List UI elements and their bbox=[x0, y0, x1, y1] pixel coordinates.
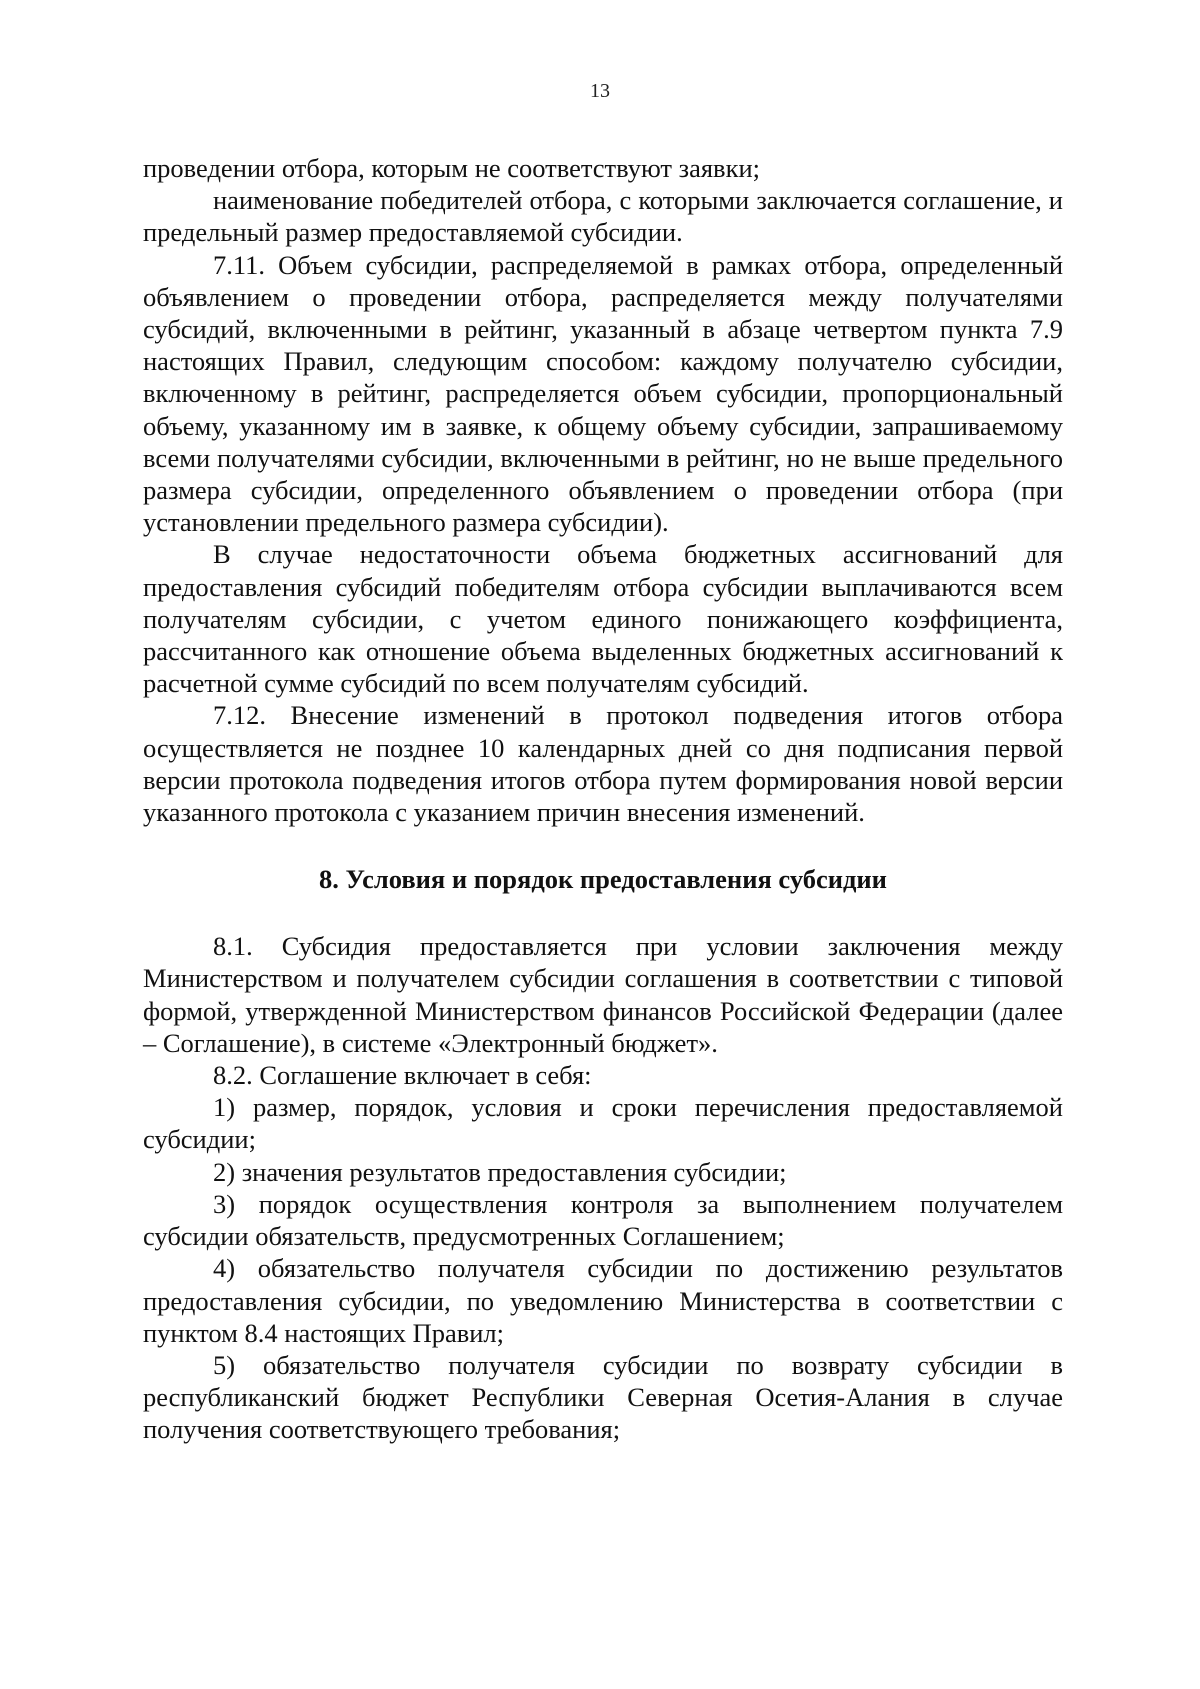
section-8 bbox=[143, 930, 1063, 1445]
section-7-continuation bbox=[143, 152, 1063, 828]
paragraph: наименование победителей отбора, с которыми заключается соглашение, и предельный размер предоставляемой субсидии. bbox=[143, 185, 1063, 248]
paragraph: 7.11. Объем субсидии, распределяемой в рамках отбора, определенный объявлением о проведении отбора, распределяется между получателями субсидий, включенными в рейтинг, указанный в абзаце четвертом пункта 7.9 настоящих Правил, следующим способом: каждому получателю субсидии, включенному в рейтинг, распределяется объем субсидии, пропорциональный объему, указанному им в заявке, к общему объему субсидии, запрашиваемому всеми получателями субсидии, включенными в рейтинг, но не выше предельного размера субсидии, определенного объявлением о проведении отбора (при установлении предельного размера субсидии). bbox=[143, 249, 1063, 538]
paragraph: 8.2. Соглашение включает в себя: bbox=[213, 1060, 592, 1091]
list-item: 5) обязательство получателя субсидии по возврату субсидии в республиканский бюджет Республики Северная Осетия-Алания в случае получения соответствующего требования; bbox=[143, 1349, 1063, 1445]
section-heading: 8. Условия и порядок предоставления субсидии bbox=[319, 864, 887, 895]
list-item: 1) размер, порядок, условия и сроки перечисления предоставляемой субсидии; bbox=[143, 1092, 1063, 1155]
page-number: 13 bbox=[590, 80, 610, 102]
paragraph: проведении отбора, которым не соответствуют заявки; bbox=[143, 153, 760, 183]
paragraph: 8.1. Субсидия предоставляется при условии заключения между Министерством и получателем субсидии соглашения в соответствии с типовой формой, утвержденной Министерством финансов Российской Федерации (далее – Соглашение), в системе «Электронный бюджет». bbox=[143, 931, 1063, 1058]
paragraph: 7.12. Внесение изменений в протокол подведения итогов отбора осуществляется не позднее 10 календарных дней со дня подписания первой версии протокола подведения итогов отбора путем формирования новой версии указанного протокола с указанием причин внесения изменений. bbox=[143, 700, 1063, 828]
paragraph: В случае недостаточности объема бюджетных ассигнований для предоставления субсидий победителям отбора субсидии выплачиваются всем получателям субсидии, с учетом единого понижающего коэффициента, рассчитанного как отношение объема выделенных бюджетных ассигнований к расчетной сумме субсидий по всем получателям субсидий. bbox=[143, 539, 1063, 699]
document-body bbox=[143, 152, 1063, 1446]
list-item: 3) порядок осуществления контроля за выполнением получателем субсидии обязательств, предусмотренных Соглашением; bbox=[143, 1188, 1063, 1252]
list-item: 4) обязательство получателя субсидии по достижению результатов предоставления субсидии, по уведомлению Министерства в соответствии с пунктом 8.4 настоящих Правил; bbox=[143, 1253, 1063, 1348]
list-item: 2) значения результатов предоставления субсидии; bbox=[213, 1156, 787, 1187]
